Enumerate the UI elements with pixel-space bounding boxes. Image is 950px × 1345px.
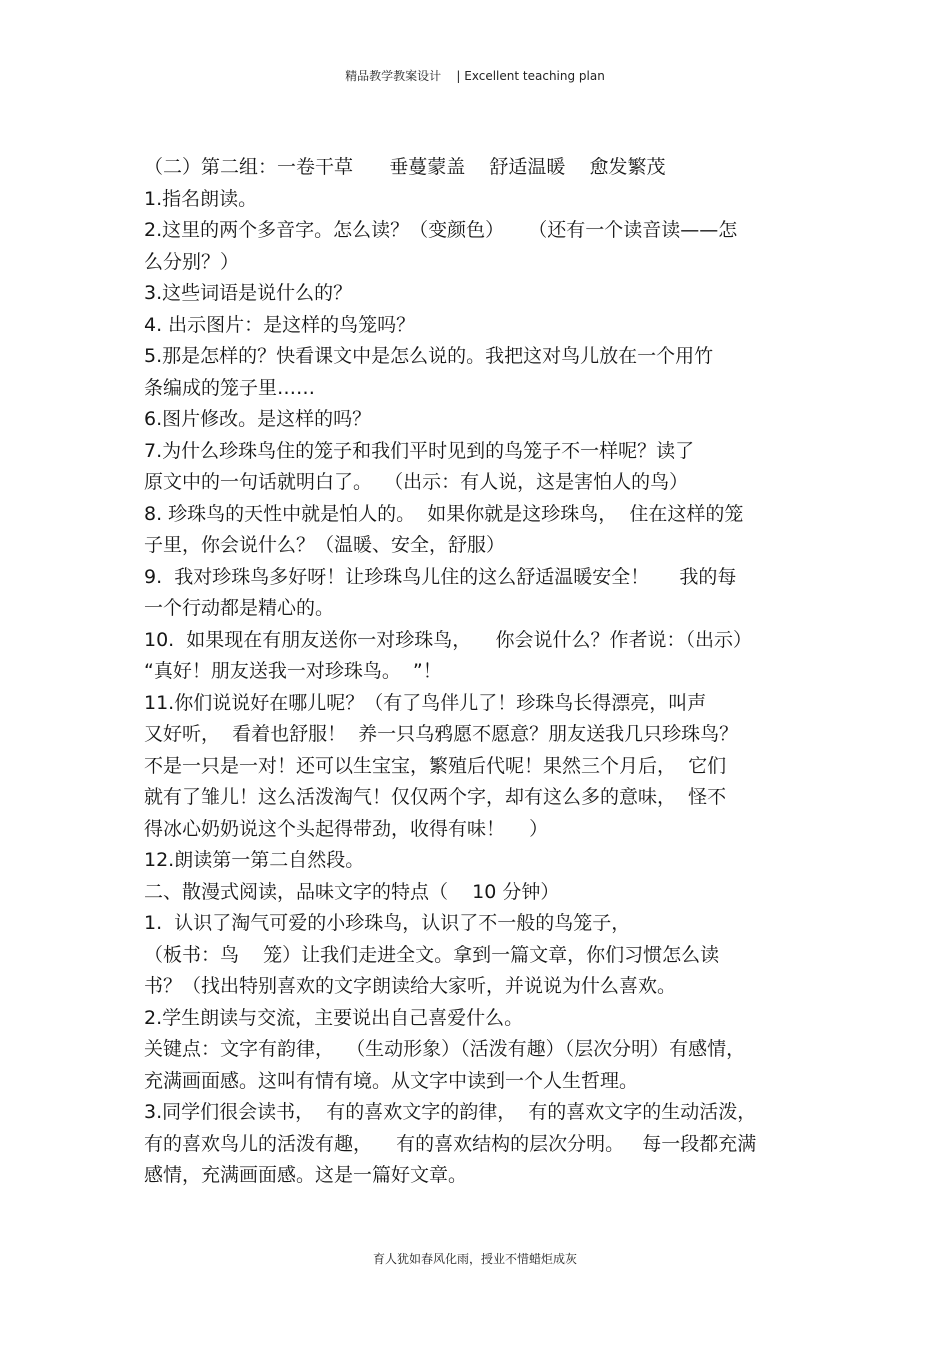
text-line: 11.你们说说好在哪儿呢？（有了鸟伴儿了！珍珠鸟长得漂亮，叫声 bbox=[144, 691, 707, 714]
text-line: 8. 珍珠鸟的天性中就是怕人的。 如果你就是这珍珠鸟， 住在这样的笼 bbox=[144, 502, 744, 525]
text-line: 3.这些词语是说什么的？ bbox=[144, 282, 353, 304]
text-line: 一个行动都是精心的。 bbox=[144, 597, 335, 619]
text-line: 6.图片修改。是这样的吗？ bbox=[144, 408, 372, 430]
text-line: 就有了雏儿！这么活泼淘气！仅仅两个字，却有这么多的意味， 怪不 bbox=[144, 786, 727, 808]
text-line: 4. 出示图片：是这样的鸟笼吗？ bbox=[144, 313, 416, 336]
text-line: 5.那是怎样的？快看课文中是怎么说的。我把这对鸟儿放在一个用竹 bbox=[144, 345, 714, 367]
text-line: 么分别？） bbox=[144, 250, 240, 273]
text-line: 条编成的笼子里…… bbox=[144, 376, 316, 399]
page-header: 精品教学教案设计 | Excellent teaching plan bbox=[345, 69, 605, 83]
text-line: 2.这里的两个多音字。怎么读？（变颜色） （还有一个读音读——怎 bbox=[144, 219, 738, 241]
lesson-plan-body bbox=[144, 152, 814, 1192]
text-line: （二）第二组：一卷干草 垂蔓蒙盖 舒适温暖 愈发繁茂 bbox=[144, 156, 666, 178]
text-line: 2.学生朗读与交流，主要说出自己喜爱什么。 bbox=[144, 1006, 524, 1029]
text-line: 1. 认识了淘气可爱的小珍珠鸟，认识了不一般的鸟笼子， bbox=[144, 912, 631, 934]
text-line: 得冰心奶奶说这个头起得带劲，收得有味！ ） bbox=[144, 817, 549, 840]
page-footer: 育人犹如春风化雨，授业不惜蜡炬成灰 bbox=[372, 1252, 577, 1266]
text-line: 有的喜欢鸟儿的活泼有趣， 有的喜欢结构的层次分明。 每一段都充满 bbox=[144, 1132, 757, 1155]
text-line: “真好！朋友送我一对珍珠鸟。 ”！ bbox=[144, 660, 442, 682]
text-line: 子里，你会说什么？（温暖、安全，舒服） bbox=[144, 534, 506, 556]
text-line: 书？（找出特别喜欢的文字朗读给大家听，并说说为什么喜欢。 bbox=[144, 975, 677, 997]
text-line: 3.同学们很会读书， 有的喜欢文字的韵律， 有的喜欢文字的生动活泼， bbox=[144, 1101, 757, 1123]
text-line: 感情，充满画面感。这是一篇好文章。 bbox=[144, 1164, 468, 1186]
text-line: 关键点：文字有韵律， （生动形象）（活泼有趣）（层次分明）有感情， bbox=[144, 1038, 746, 1060]
text-line: 充满画面感。这叫有情有境。从文字中读到一个人生哲理。 bbox=[144, 1069, 639, 1092]
text-line: 又好听， 看着也舒服！ 养一只乌鸦愿不愿意？朋友送我几只珍珠鸟？ bbox=[144, 723, 739, 745]
text-line: 12.朗读第一第二自然段。 bbox=[144, 849, 365, 871]
text-line: 7.为什么珍珠鸟住的笼子和我们平时见到的鸟笼子不一样呢？读了 bbox=[144, 439, 695, 462]
text-line: 不是一只是一对！还可以生宝宝，繁殖后代呢！果然三个月后， 它们 bbox=[144, 754, 727, 777]
text-line: 1.指名朗读。 bbox=[144, 187, 258, 210]
text-line: 二、散漫式阅读，品味文字的特点（ 10 分钟） bbox=[144, 880, 560, 903]
text-line: 9. 我对珍珠鸟多好呀！让珍珠鸟儿住的这么舒适温暖安全！ 我的每 bbox=[144, 565, 737, 588]
text-line: 原文中的一句话就明白了。 （出示：有人说，这是害怕人的鸟） bbox=[144, 471, 689, 493]
text-line: （板书：鸟 笼）让我们走进全文。拿到一篇文章，你们习惯怎么读 bbox=[144, 943, 720, 966]
text-line: 10. 如果现在有朋友送你一对珍珠鸟， 你会说什么？作者说：（出示） bbox=[144, 628, 752, 651]
